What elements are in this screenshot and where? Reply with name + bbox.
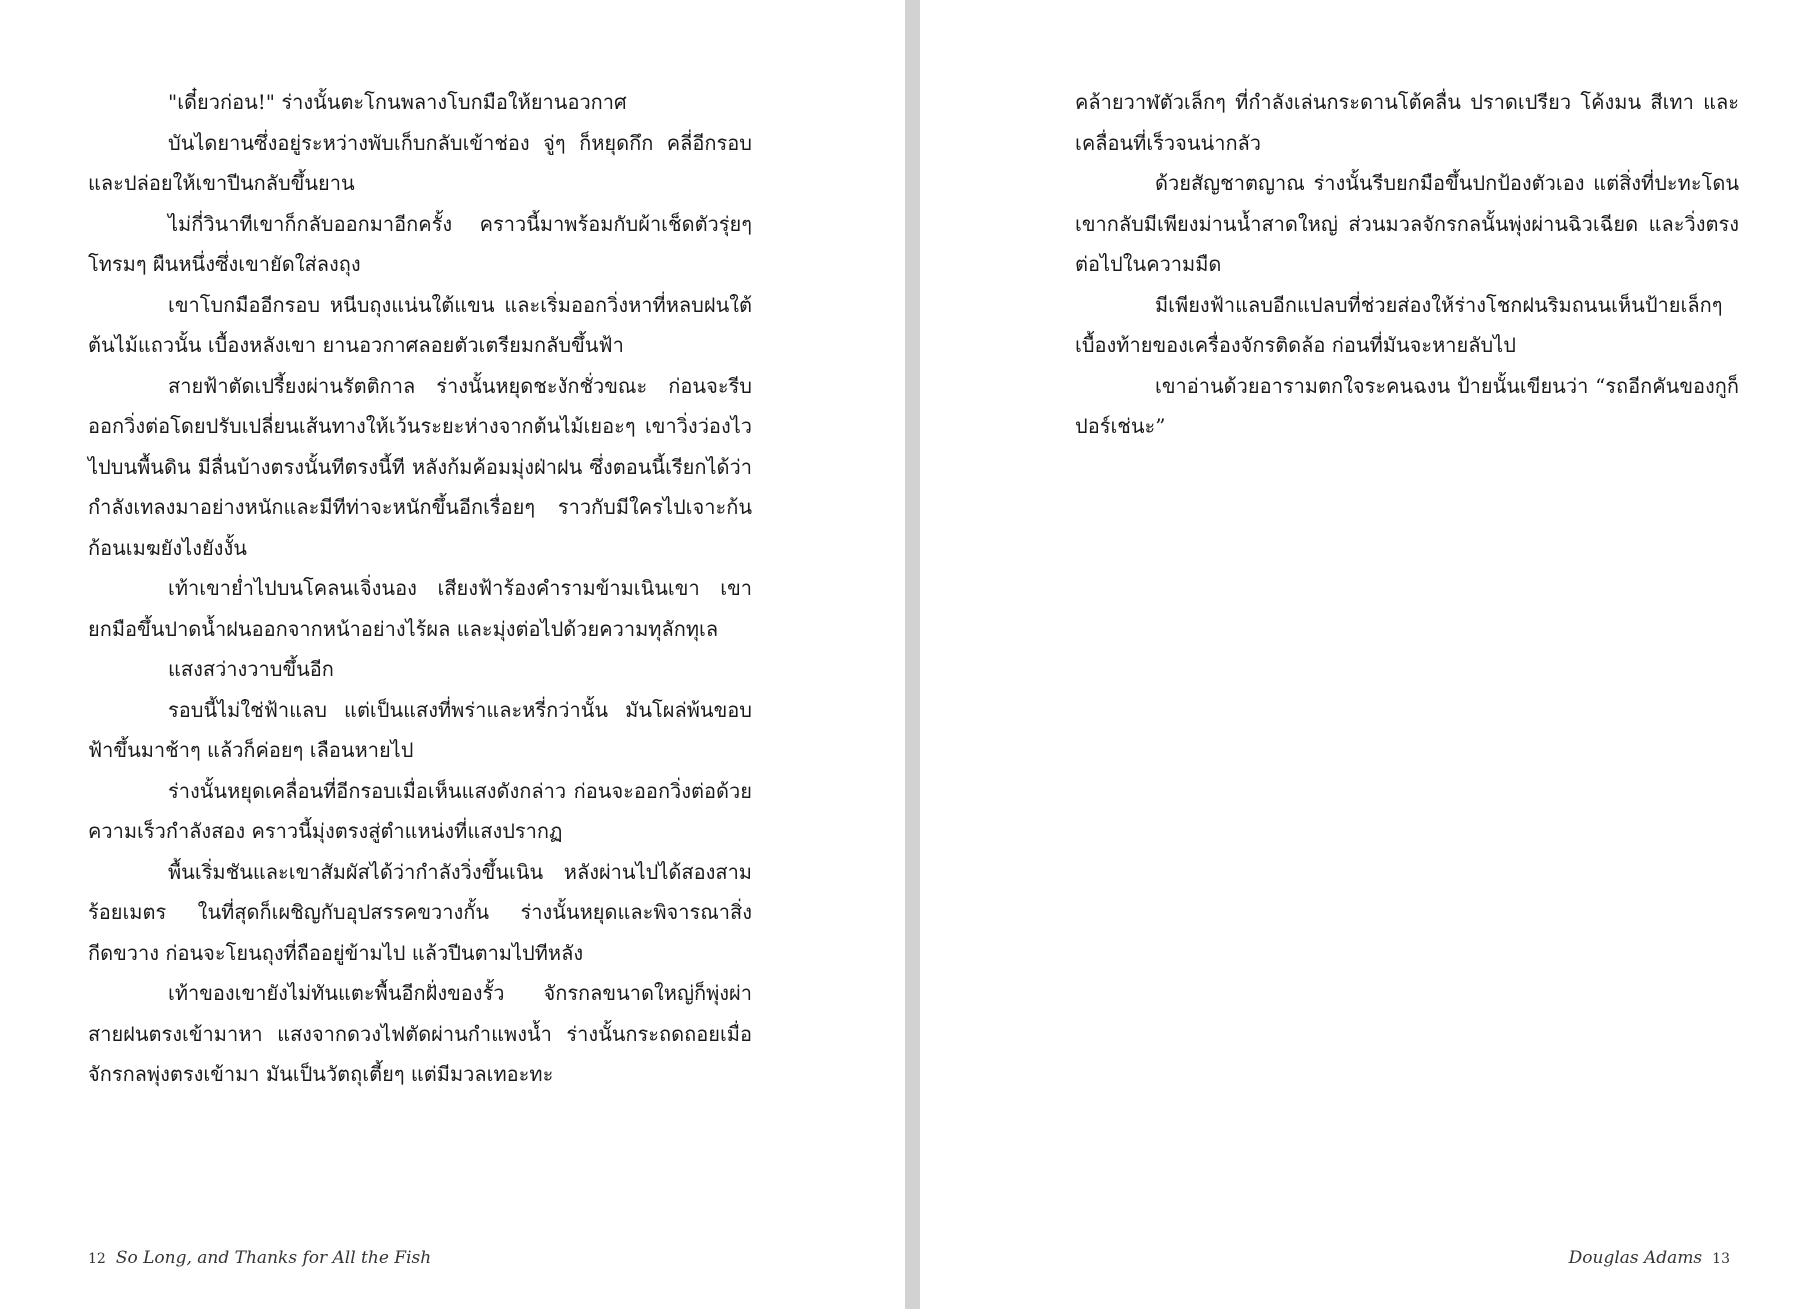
- paragraph: มีเพียงฟ้าแลบอีกแปลบที่ช่วยส่องให้ร่างโชกฝนริมถนนเห็นป้ายเล็กๆ เบื้องท้ายของเครื่องจักรติดล้อ ก่อนที่มันจะหายลับไป: [1075, 292, 1723, 357]
- right-page-body: [1075, 82, 1739, 447]
- paragraph: บันไดยานซึ่งอยู่ระหว่างพับเก็บกลับเข้าช่อง จู่ๆ ก็หยุดกึก คลี่อีกรอบ และปล่อยให้เขาปีนกลับขึ้นยาน: [88, 130, 752, 195]
- paragraph: ด้วยสัญชาตญาณ ร่างนั้นรีบยกมือขึ้นปกป้องตัวเอง แต่สิ่งที่ปะทะโดนเขากลับมีเพียงม่านน้ำสาดใหญ่ ส่วนมวลจักรกลนั้นพุ่งผ่านฉิวเฉียด และวิ่งตรงต่อไปในความมืด: [1075, 171, 1739, 276]
- page-number: 12: [88, 1251, 106, 1267]
- paragraph: เขาโบกมืออีกรอบ หนีบถุงแน่นใต้แขน และเริ่มออกวิ่งหาที่หลบฝนใต้ต้นไม้แถวนั้น เบื้องหลังเขา ยานอวกาศลอยตัวเตรียมกลับขึ้นฟ้า: [88, 292, 752, 357]
- running-author: Douglas Adams: [1568, 1248, 1703, 1268]
- page-number: 13: [1712, 1251, 1730, 1267]
- paragraph: เขาอ่านด้วยอารามตกใจระคนฉงน ป้ายนั้นเขียนว่า “รถอีกคันของกูก็ปอร์เช่นะ”: [1075, 373, 1739, 438]
- paragraph: "เดี๋ยวก่อน!" ร่างนั้นตะโกนพลางโบกมือให้ยานอวกาศ: [168, 90, 627, 114]
- paragraph: เท้าของเขายังไม่ทันแตะพื้นอีกฝั่งของรั้ว จักรกลขนาดใหญ่ก็พุ่งผ่าสายฝนตรงเข้ามาหา แสงจากดวงไฟตัดผ่านกำแพงน้ำ ร่างนั้นกระถดถอยเมื่อจักรกลพุ่งตรงเข้ามา มันเป็นวัตถุเตี้ยๆ แต่มีมวลเทอะทะ: [88, 981, 752, 1086]
- paragraph: เท้าเขาย่ำไปบนโคลนเจิ่งนอง เสียงฟ้าร้องคำรามข้ามเนินเขา เขายกมือขึ้นปาดน้ำฝนออกจากหน้าอย่างไร้ผล และมุ่งต่อไปด้วยความทุลักทุเล: [88, 576, 752, 641]
- paragraph: แสงสว่างวาบขึ้นอีก: [168, 657, 334, 681]
- paragraph: ร่างนั้นหยุดเคลื่อนที่อีกรอบเมื่อเห็นแสงดังกล่าว ก่อนจะออกวิ่งต่อด้วยความเร็วกำลังสอง คราวนี้มุ่งตรงสู่ตำแหน่งที่แสงปรากฏ: [88, 778, 752, 843]
- left-page-footer: [78, 1248, 431, 1268]
- running-title: So Long, and Thanks for All the Fish: [115, 1248, 432, 1268]
- paragraph: พื้นเริ่มชันและเขาสัมผัสได้ว่ากำลังวิ่งขึ้นเนิน หลังผ่านไปได้สองสามร้อยเมตร ในที่สุดก็เผชิญกับอุปสรรคขวางกั้น ร่างนั้นหยุดและพิจารณาสิ่งกีดขวาง ก่อนจะโยนถุงที่ถืออยู่ข้ามไป แล้วปีนตามไปทีหลัง: [88, 859, 752, 965]
- paragraph: ไม่กี่วินาทีเขาก็กลับออกมาอีกครั้ง คราวนี้มาพร้อมกับผ้าเช็ดตัวรุ่ยๆ โทรมๆ ผืนหนึ่งซึ่งเขายัดใส่ลงถุง: [88, 211, 752, 276]
- paragraph: สายฟ้าตัดเปรี้ยงผ่านรัตติกาล ร่างนั้นหยุดชะงักชั่วขณะ ก่อนจะรีบออกวิ่งต่อโดยปรับเปลี่ยนเส้นทางให้เว้นระยะห่างจากต้นไม้เยอะๆ เขาวิ่งว่องไวไปบนพื้นดิน มีลื่นบ้างตรงนั้นทีตรงนี้ที หลังก้มค้อมมุ่งฝ่าฝน ซึ่งตอนนี้เรียกได้ว่ากำลังเทลงมาอย่างหนักและมีทีท่าจะหนักขึ้นอีกเรื่อยๆ ราวกับมีใครไปเจาะก้นก้อนเมฆยังไงยังงั้น: [88, 373, 752, 560]
- paragraph: รอบนี้ไม่ใช่ฟ้าแลบ แต่เป็นแสงที่พร่าและหรี่กว่านั้น มันโผล่พ้นขอบฟ้าขึ้นมาช้าๆ แล้วก็ค่อยๆ เลือนหายไป: [88, 697, 752, 762]
- paragraph: คล้ายวาฬตัวเล็กๆ ที่กำลังเล่นกระดานโต้คลื่น ปราดเปรียว โค้งมน สีเทา และเคลื่อนที่เร็วจนน่ากลัว: [1075, 90, 1739, 155]
- page-gutter: [905, 0, 920, 1309]
- right-page-footer: [1569, 1248, 1740, 1268]
- left-page-body: [88, 82, 752, 1095]
- right-page: [920, 0, 1810, 1309]
